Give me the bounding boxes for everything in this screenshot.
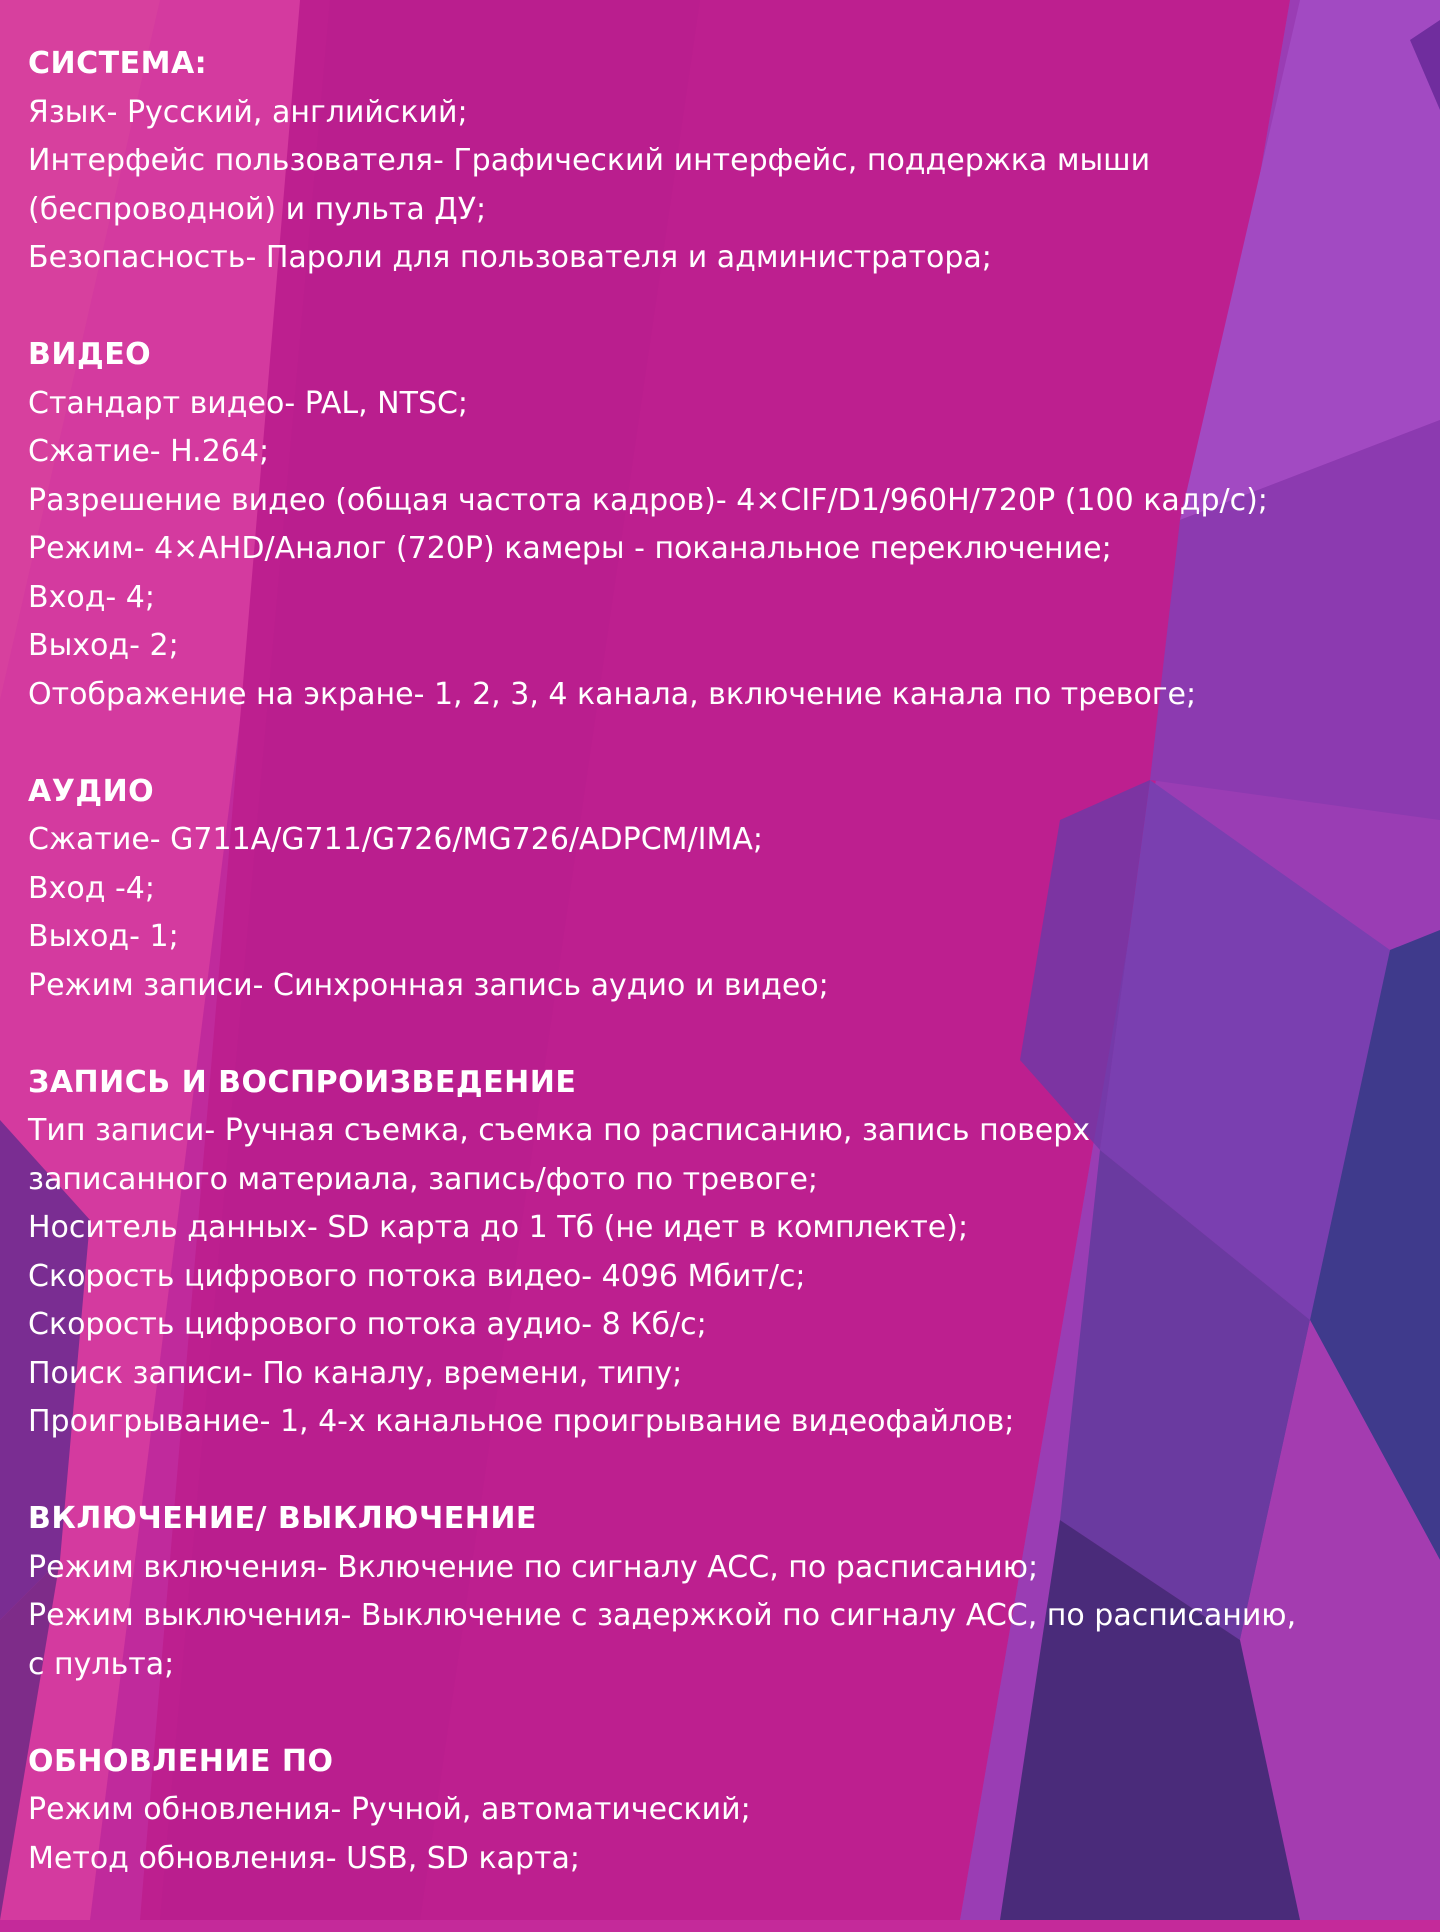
spec-line: Вход -4; — [28, 870, 155, 906]
spec-line: Метод обновления- USB, SD карта; — [28, 1840, 580, 1876]
spec-line: Поиск записи- По каналу, времени, типу; — [28, 1355, 683, 1391]
spec-line: Выход- 2; — [28, 628, 179, 663]
section-power — [28, 1495, 1428, 1689]
spec-line: с пульта; — [28, 1646, 175, 1682]
spec-line: (беспроводной) и пульта ДУ; — [28, 191, 487, 227]
spec-line: Вход- 4; — [28, 579, 155, 615]
spec-line: Режим- 4×AHD/Аналог (720P) камеры - поканальное переключение; — [28, 531, 1112, 566]
spec-line: Отображение на экране- 1, 2, 3, 4 канала, включение канала по тревоге; — [28, 676, 1197, 712]
spec-line: Тип записи- Ручная съемка, съемка по расписанию, запись поверх — [28, 1113, 1091, 1148]
spec-line: Интерфейс пользователя- Графический интерфейс, поддержка мыши — [28, 143, 1151, 178]
section-heading: АУДИО — [28, 773, 155, 809]
section-heading: ВКЛЮЧЕНИЕ/ ВЫКЛЮЧЕНИЕ — [28, 1501, 537, 1536]
spec-line: Режим включения- Включение по сигналу ACC, по расписанию; — [28, 1549, 1039, 1585]
section-audio — [28, 768, 1428, 1011]
spec-line: Безопасность- Пароли для пользователя и администратора; — [28, 240, 992, 275]
section-heading: ОБНОВЛЕНИЕ ПО — [28, 1743, 334, 1779]
section-recording — [28, 1059, 1428, 1447]
spec-line: Скорость цифрового потока аудио- 8 Кб/с; — [28, 1307, 707, 1342]
section-heading: ЗАПИСЬ И ВОСПРОИЗВЕДЕНИЕ — [28, 1064, 577, 1100]
spec-line: Стандарт видео- PAL, NTSC; — [28, 385, 469, 421]
spec-line: записанного материала, запись/фото по тревоге; — [28, 1161, 819, 1197]
spec-line: Сжатие- G711A/G711/G726/MG726/ADPCM/IMA; — [28, 822, 764, 857]
section-heading: ВИДЕО — [28, 337, 152, 372]
spec-line: Сжатие- H.264; — [28, 434, 270, 469]
section-heading: СИСТЕМА: — [28, 46, 208, 81]
spec-line: Режим выключения- Выключение с задержкой по сигналу ACC, по расписанию, — [28, 1598, 1297, 1633]
spec-line: Носитель данных- SD карта до 1 Тб (не идет в комплекте); — [28, 1210, 969, 1245]
spec-line: Режим обновления- Ручной, автоматический; — [28, 1792, 751, 1827]
section-system — [28, 40, 1428, 283]
spec-line: Проигрывание- 1, 4-х канальное проигрывание видеофайлов; — [28, 1404, 1015, 1439]
spec-line: Скорость цифрового потока видео- 4096 Мбит/с; — [28, 1258, 806, 1294]
spec-line: Язык- Русский, английский; — [28, 94, 468, 130]
section-update — [28, 1738, 1428, 1884]
spec-line: Режим записи- Синхронная запись аудио и видео; — [28, 967, 829, 1003]
spec-line: Выход- 1; — [28, 919, 179, 954]
section-video — [28, 331, 1428, 719]
spec-list — [28, 40, 1428, 1932]
spec-line: Разрешение видео (общая частота кадров)- 4×CIF/D1/960H/720P (100 кадр/с); — [28, 482, 1268, 518]
